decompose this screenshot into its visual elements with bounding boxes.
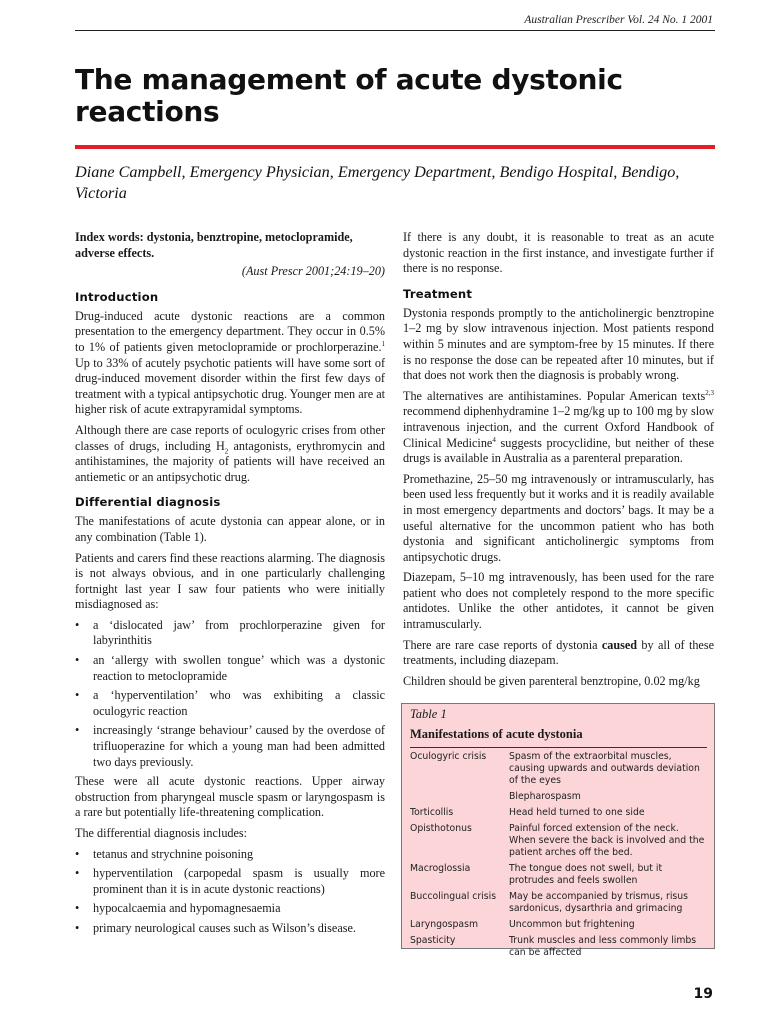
table-rule: [410, 747, 707, 748]
reference-marker: 1: [381, 339, 385, 348]
introduction-paragraph-1: [75, 309, 385, 418]
table-description: Head held turned to one side: [509, 807, 645, 818]
table-description: Trunk muscles and less commonly limbs can be affected: [509, 935, 697, 958]
table-term: Oculogyric crisis: [410, 751, 487, 762]
right-intro-paragraph: If there is any doubt, it is reasonable to treat as an acute dystonic reaction in the first instance, and investigate further if there is no response.: [403, 230, 714, 276]
table-row: [410, 751, 707, 787]
subscript: 2: [224, 446, 229, 455]
citation: (Aust Prescr 2001;24:19–20): [241, 264, 385, 279]
text-run: Up to 33% of acutely psychotic patients will have some sort of drug-induced movement disorder within the first few days of treatment with a typical antipsychotic drug. Younger men are at higher risk of acute extrapyramidal symptoms.: [75, 355, 385, 417]
text-run: There are rare case reports of dystonia: [403, 637, 602, 652]
right-column: [403, 230, 714, 694]
list-item: • hyperventilation (carpopedal spasm is usually more prominent than it is in acute dystonic reactions): [75, 866, 385, 897]
treatment-paragraph-5: [403, 638, 714, 669]
text-run: Although there are case reports of oculogyric crises from other classes of drugs, including H: [75, 422, 385, 453]
table-term: Torticollis: [410, 807, 454, 818]
bold-word: caused: [601, 637, 638, 652]
table-description: Uncommon but frightening: [509, 919, 635, 930]
list-item: • tetanus and strychnine poisoning: [75, 847, 385, 863]
table-description: Blepharospasm: [509, 791, 581, 802]
list-item: • increasingly ‘strange behaviour’ caused by the overdose of trifluoperazine for which a young man had been admitted two days previously.: [75, 723, 385, 770]
introduction-heading: Introduction: [75, 289, 159, 304]
text-run: by all of these treatments, including diazepam.: [403, 637, 714, 668]
page-number: 19: [693, 986, 713, 1002]
table-row: [410, 919, 707, 931]
treatment-heading: Treatment: [403, 286, 473, 301]
table-row: [410, 891, 707, 915]
list-item: • a ‘hyperventilation’ who was exhibiting a classic oculogyric reaction: [75, 688, 385, 719]
header-rule: [75, 30, 715, 31]
reference-marker: 2,3: [705, 388, 714, 397]
list-item: • an ‘allergy with swollen tongue’ which was a dystonic reaction to metoclopramide: [75, 653, 385, 684]
text-run: Drug-induced acute dystonic reactions are a common presentation to the emergency department. They occur in 0.5% to 1% of patients given metoclopramide or prochlorperazine.: [75, 308, 385, 354]
table-term: Spasticity: [410, 935, 456, 946]
table-term: Laryngospasm: [410, 919, 479, 930]
table-term: Opisthotonus: [410, 823, 472, 834]
differential-list: [75, 847, 385, 937]
list-item: • primary neurological causes such as Wilson’s disease.: [75, 921, 385, 937]
table-description: Painful forced extension of the neck. When severe the back is involved and the patient arches off the bed.: [509, 823, 705, 858]
index-words: Index words: dystonia, benztropine, metoclopramide, adverse effects.: [75, 230, 353, 260]
table-term: [410, 791, 509, 803]
reference-marker: 4: [492, 435, 496, 444]
table-term: Buccolingual crisis: [410, 891, 497, 902]
table-row: [410, 863, 707, 887]
introduction-paragraph-2: [75, 423, 385, 485]
text-run: suggests procyclidine, but neither of these drugs is available in Australia as a parenteral preparation.: [403, 435, 714, 466]
differential-paragraph-3: These were all acute dystonic reactions. Upper airway obstruction from pharyngeal muscle spasm or laryngospasm is a rare but potentially life-threatening complication.: [75, 774, 385, 820]
list-item: • a ‘dislocated jaw’ from prochlorperazine given for labyrinthitis: [75, 618, 385, 649]
author-line: Diane Campbell, Emergency Physician, Emergency Department, Bendigo Hospital, Bendigo, Victoria: [75, 163, 680, 202]
running-head: Australian Prescriber Vol. 24 No. 1 2001: [524, 14, 713, 26]
table-title: Manifestations of acute dystonia: [410, 727, 583, 741]
text-run: recommend diphenhydramine 1–2 mg/kg up to 100 mg by slow intravenous injection, and the current Oxford Handbook of Clinical Medicine: [403, 404, 714, 450]
table-row: [410, 791, 707, 803]
differential-heading: Differential diagnosis: [75, 495, 221, 510]
treatment-paragraph-4: Diazepam, 5–10 mg intravenously, has been used for the rare patient who does not completely respond to the more specific antidotes. Unlike the other antidotes, it cannot be given intramuscularly.: [403, 570, 714, 632]
table-row: [410, 807, 707, 819]
title-accent-rule: [75, 145, 715, 149]
article-title: The management of acute dystonic reactions: [75, 63, 623, 128]
table-row: [410, 823, 707, 859]
treatment-paragraph-1: Dystonia responds promptly to the anticholinergic benztropine 1–2 mg by slow intravenous injection. Most patients respond within 5 minutes and are symptom-free by 15 minutes. If there is no response the dose can be repeated after 10 minutes, but if that does not work then the diagnosis is probably wrong.: [403, 305, 714, 383]
left-column: [75, 230, 385, 941]
table-label: Table 1: [410, 707, 447, 721]
list-item: • hypocalcaemia and hypomagnesaemia: [75, 901, 385, 917]
table-row: [410, 935, 707, 959]
treatment-paragraph-6: Children should be given parenteral benztropine, 0.02 mg/kg: [403, 673, 700, 688]
differential-paragraph-1: The manifestations of acute dystonia can appear alone, or in any combination (Table 1).: [75, 514, 385, 544]
differential-paragraph-2: Patients and carers find these reactions alarming. The diagnosis is not always obvious, and in one particularly challenging fortnight last year I saw four patients who were initially misdiagnosed as:: [75, 550, 385, 612]
table-description: The tongue does not swell, but it protrudes and feels swollen: [509, 863, 663, 886]
text-run: The alternatives are antihistamines. Popular American texts: [403, 388, 706, 403]
treatment-paragraph-2: [403, 389, 714, 467]
differential-paragraph-4: The differential diagnosis includes:: [75, 826, 248, 840]
table-description: Spasm of the extraorbital muscles, causing upwards and outwards deviation of the eyes: [509, 751, 700, 786]
treatment-paragraph-3: Promethazine, 25–50 mg intravenously or intramuscularly, has been used less frequently but it works and it is readily available in most emergency departments and doctors’ bags. It may be a useful alternative for the uncommon patient who has both dystonia and significant anticholinergic symptoms from antipsychotic drugs.: [403, 471, 714, 564]
text-run: antagonists, erythromycin and antihistamines, the majority of patients will have received an antiemetic or an antipsychotic drug.: [75, 438, 385, 484]
table-term: Macroglossia: [410, 863, 471, 874]
table-1: [401, 703, 715, 958]
misdiagnosis-list: [75, 618, 385, 770]
table-description: May be accompanied by trismus, risus sardonicus, dysarthria and grimacing: [509, 891, 689, 914]
